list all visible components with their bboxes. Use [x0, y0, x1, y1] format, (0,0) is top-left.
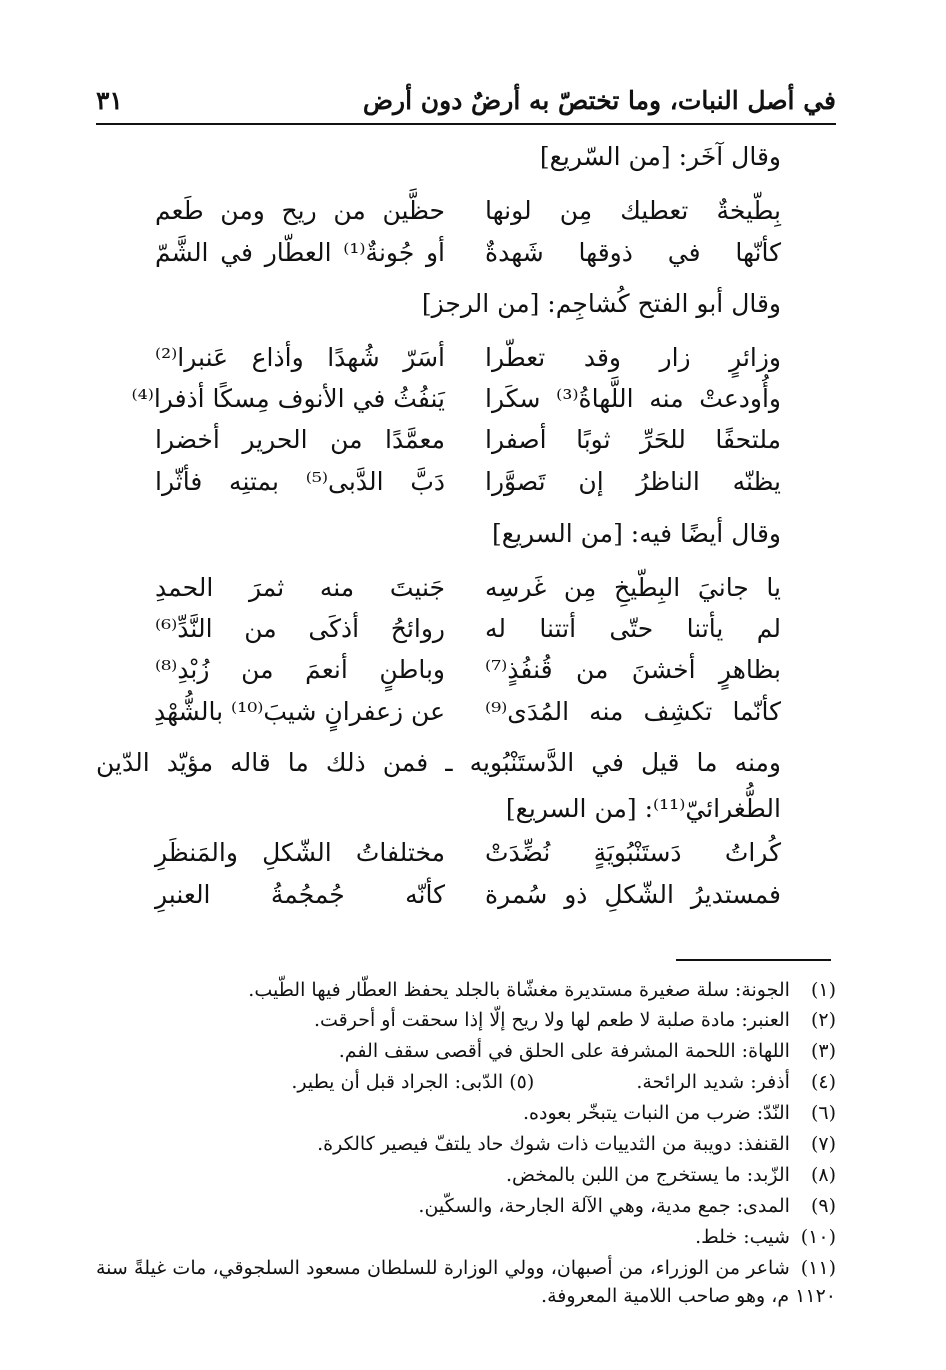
prose-paragraph: ومنه ما قيل في الدَّستَنْبُويه ـ فمن ذلك ما قاله مؤيّد الدّين الطُّغرائيّ⁽¹¹⁾: [من السريع]: [96, 748, 781, 823]
verse-first-hemistich: كُراتُ دَستَنْبُويَةٍ نُضِّدَتْ: [485, 838, 781, 867]
footnote-number: (٦): [810, 1102, 836, 1124]
footnote: [96, 1223, 836, 1251]
verse-first-hemistich: ملتحفًا للحَرِّ ثوبًا أصفرا: [485, 425, 781, 454]
footnote-number: (٢): [810, 1009, 836, 1031]
verse-first-hemistich: بظاهرٍ أخشنَ من قُنفُذٍ⁽⁷⁾: [485, 655, 781, 684]
verse-second-hemistich: كأنّه جُمجُمةُ العنبرِ: [155, 880, 445, 909]
verse-second-hemistich: أو جُونةٌ⁽¹⁾ العطّار في الشَّمّ: [155, 238, 445, 267]
footnote-text: القنفذ: دويبة من الثدييات ذات شوك حاد يلتفّ فيصير كالكرة.: [317, 1133, 790, 1155]
footnote: [96, 1192, 836, 1220]
verse-first-hemistich: كأنّها في ذوقها شَهدةٌ: [485, 238, 781, 267]
verse-first-hemistich: يا جانيَ البِطّيخِ مِن غَرسِه: [485, 573, 781, 602]
footnote: [96, 1006, 836, 1034]
footnote-number: (٧): [810, 1133, 836, 1155]
footnote-text: النّدّ: ضرب من النبات يتبخّر بعوده.: [522, 1102, 790, 1124]
footnote-rule: [676, 959, 831, 961]
footnote-text: اللهاة: اللحمة المشرفة على الحلق في أقصى سقف الفم.: [338, 1040, 790, 1062]
footnote-text: أذفر: شديد الرائحة.: [636, 1071, 790, 1093]
footnote: [96, 1130, 836, 1158]
verse-second-hemistich: حظَّين من ريح ومن طَعم: [155, 196, 445, 225]
verse-first-hemistich: لم يأتنا حتّى أتتنا له: [485, 614, 781, 643]
footnote-text: الجونة: سلة صغيرة مستديرة مغشّاة بالجلد يحفظ العطّار فيها الطّيب.: [248, 979, 790, 1001]
verse-first-hemistich: يظنّه الناظرُ إن تَصوَّرا: [485, 467, 781, 496]
verse-first-hemistich: وزائرٍ زار وقد تعطّرا: [485, 343, 781, 372]
footnote: [96, 1068, 836, 1096]
poem-intro: وقال أيضًا فيه: [من السريع]: [492, 519, 781, 548]
poem-intro: وقال أبو الفتح كُشاجِم: [من الرجز]: [421, 289, 781, 318]
footnote-number: (١): [810, 979, 836, 1001]
verse-second-hemistich: يَنفُثُ في الأنوف مِسكًا أذفرا⁽⁴⁾: [131, 384, 445, 413]
footnote-text: المدى: جمع مدية، وهي الآلة الجارحة، والسكّين.: [418, 1195, 790, 1217]
footnote: [96, 1099, 836, 1127]
footnote-number: (٨): [810, 1164, 836, 1186]
verse-second-hemistich: عن زعفرانٍ شيبَ⁽¹⁰⁾ بالشُّهْدِ: [153, 697, 445, 726]
footnote-number: (٣): [810, 1040, 836, 1062]
verse-second-hemistich: مختلفاتُ الشّكلِ والمَنظَرِ: [155, 838, 445, 867]
footnote-text: العنبر: مادة صلبة لا طعم لها ولا ريح إلّا إذا سحقت أو أحرقت.: [313, 1009, 790, 1031]
verse-second-hemistich: جَنيتَ منه ثمرَ الحمدِ: [155, 573, 445, 602]
footnote: [96, 1037, 836, 1065]
header-rule: [96, 123, 836, 125]
verse-second-hemistich: أسَرّ شُهدًا وأذاع عَنبرا⁽²⁾: [155, 343, 445, 372]
footnote-number: (١٠): [800, 1226, 836, 1248]
running-header-title: في أصل النبات، وما تختصّ به أرضٌ دون أرض: [362, 86, 836, 115]
verse-second-hemistich: وباطنٍ أنعمَ من زُبْدِ⁽⁸⁾: [155, 655, 445, 684]
verse-second-hemistich: دَبَّ الدَّبى⁽⁵⁾ بمتنِه فأثّرا: [155, 467, 445, 496]
footnote-text: الدّبى: الجراد قبل أن يطير.: [291, 1071, 504, 1093]
footnote-number: (٤): [810, 1071, 836, 1093]
verse-first-hemistich: فمستديرُ الشّكلِ ذو سُمرة: [485, 880, 781, 909]
verse-first-hemistich: بِطّيخةٌ تعطيك مِن لونها: [485, 196, 781, 225]
footnote-number: (١١): [800, 1257, 836, 1279]
verse-first-hemistich: وأُودعتْ منه اللَّهاةُ⁽³⁾ سكَرا: [485, 384, 781, 413]
footnote-text: شيب: خلط.: [695, 1226, 790, 1248]
verse-second-hemistich: روائحُ أذكَى من النَّدِّ⁽⁶⁾: [155, 614, 445, 643]
footnote: [96, 976, 836, 1004]
verse-second-hemistich: معمَّدًا من الحرير أخضرا: [155, 425, 445, 454]
footnote-text: الزّبد: ما يستخرج من اللبن بالمخض.: [505, 1164, 790, 1186]
footnote-number: (٥): [509, 1071, 535, 1093]
verse-first-hemistich: كأنّما تكشِف منه المُدَى⁽⁹⁾: [485, 697, 781, 726]
footnote: [96, 1161, 836, 1189]
footnote-text: شاعر من الوزراء، من أصبهان، وولي الوزارة للسلطان مسعود السلجوقي، مات غيلةً سنة ١١٢٠ م، وهو صاحب اللامية المعروفة.: [96, 1257, 836, 1307]
poem-intro: وقال آخَر: [من السّريع]: [539, 142, 781, 171]
footnote: [96, 1285, 836, 1313]
footnote-number: (٩): [810, 1195, 836, 1217]
page-number: ٣١: [96, 86, 123, 115]
